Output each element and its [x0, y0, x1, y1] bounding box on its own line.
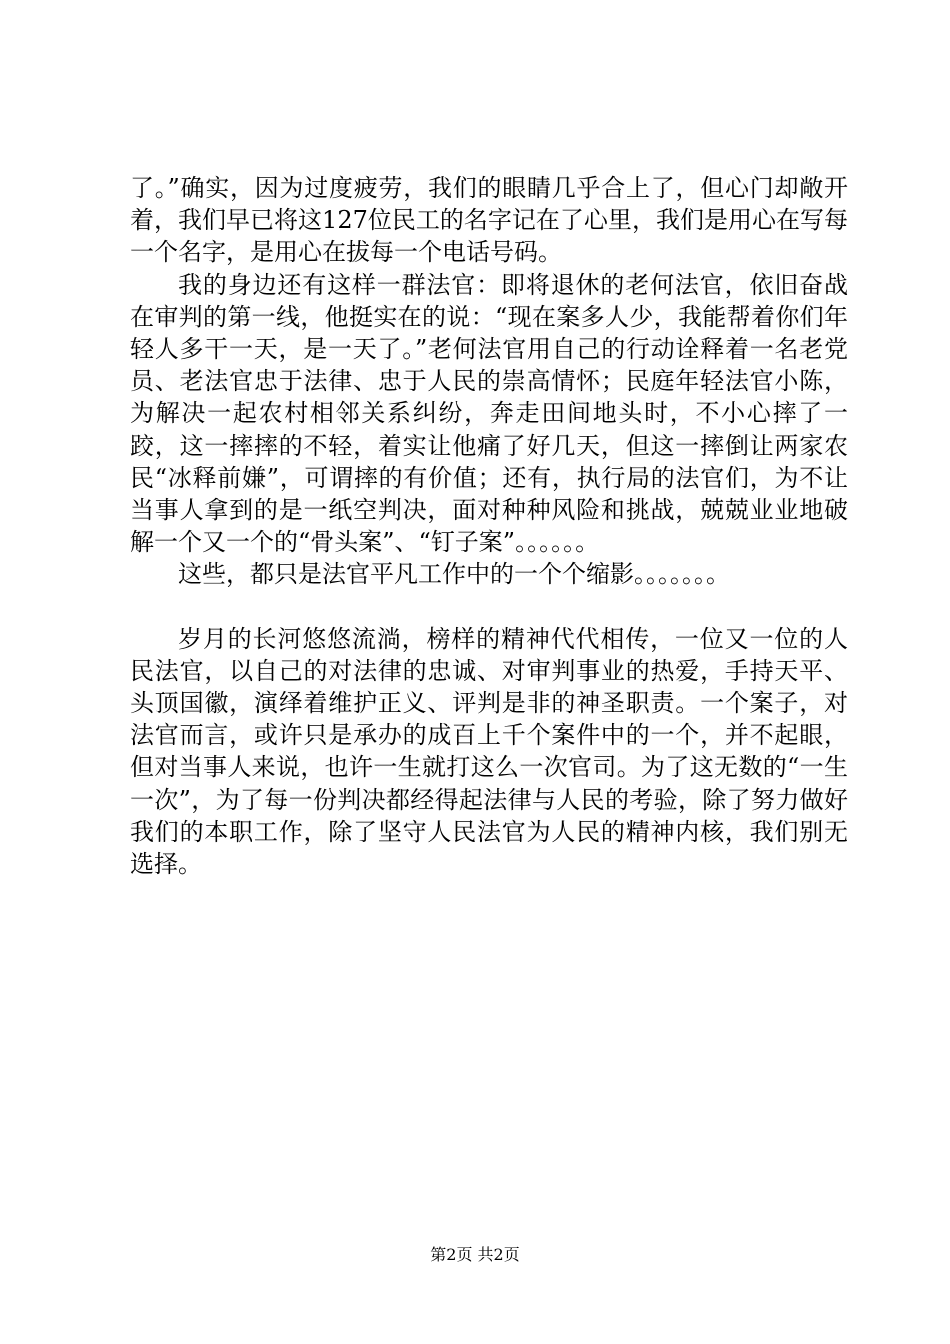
paragraph-conclusion: 岁月的长河悠悠流淌，榜样的精神代代相传，一位又一位的人民法官，以自己的对法律的忠诚、对审判事业的热爱，手持天平、头顶国徽，演绎着维护正义、评判是非的神圣职责。一个案子，对法官而言，或许只是承办的成百上千个案件中的一个，并不起眼，但对当事人来说，也许一生就打这么一次官司。为了这无数的“一生一次”，为了每一份判决都经得起法律与人民的考验，除了努力做好我们的本职工作，除了坚守人民法官为人民的精神内核，我们别无选择。 [130, 624, 848, 879]
page-footer: 第2页 共2页 [430, 1245, 520, 1264]
paragraph-spacer [130, 591, 848, 623]
paragraph-judges: 我的身边还有这样一群法官：即将退休的老何法官，依旧奋战在审判的第一线，他挺实在的说：“现在案多人少，我能帮着你们年轻人多干一天，是一天了。”老何法官用自己的行动诠释着一名老党员、老法官忠于法律、忠于人民的崇高情怀；民庭年轻法官小陈，为解决一起农村相邻关系纠纷，奔走田间地头时，不小心摔了一跤，这一摔摔的不轻，着实让他痛了好几天，但这一摔倒让两家农民“冰释前嫌”，可谓摔的有价值；还有，执行局的法官们，为不让当事人拿到的是一纸空判决，面对种种风险和挑战，兢兢业业地破解一个又一个的“骨头案”、“钉子案”。。。。。。 [130, 270, 848, 557]
paragraph-continuation: 了。”确实，因为过度疲劳，我们的眼睛几乎合上了，但心门却敞开着，我们早已将这127位民工的名字记在了心里，我们是用心在写每一个名字，是用心在拔每一个电话号码。 [130, 174, 848, 267]
document-body [130, 172, 848, 880]
paragraph-summary: 这些，都只是法官平凡工作中的一个个缩影。。。。。。。 [178, 560, 730, 589]
